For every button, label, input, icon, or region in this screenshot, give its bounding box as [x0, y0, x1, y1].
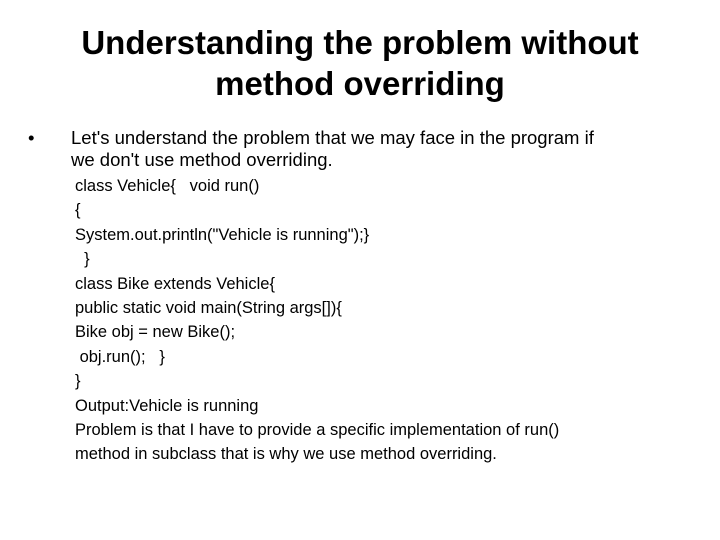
code-example: [75, 174, 695, 467]
title-line-1: Understanding the problem without: [81, 24, 639, 61]
bullet-marker: •: [28, 127, 35, 148]
code-line: Bike obj = new Bike();: [75, 323, 236, 342]
bullet-line-2: we don't use method overriding.: [71, 149, 333, 170]
problem-line-2: method in subclass that is why we use method overriding.: [75, 445, 497, 464]
slide-title: [0, 22, 720, 104]
code-line: class Vehicle{ void run(): [75, 177, 260, 195]
code-line: {: [75, 201, 81, 220]
code-line: public static void main(String args[]){: [75, 299, 342, 318]
code-line: System.out.println("Vehicle is running");}: [75, 225, 370, 244]
problem-line-1: Problem is that I have to provide a specific implementation of run(): [75, 421, 560, 440]
bullet-text: [71, 127, 691, 171]
code-line: }: [75, 372, 81, 391]
code-line: class Bike extends Vehicle{: [75, 274, 275, 293]
bullet-line-1: Let's understand the problem that we may face in the program if: [71, 127, 594, 148]
code-line: obj.run(); }: [75, 347, 165, 366]
output-line: Output:Vehicle is running: [75, 396, 259, 415]
title-line-2: method overriding: [215, 65, 505, 102]
code-line: }: [75, 250, 90, 269]
